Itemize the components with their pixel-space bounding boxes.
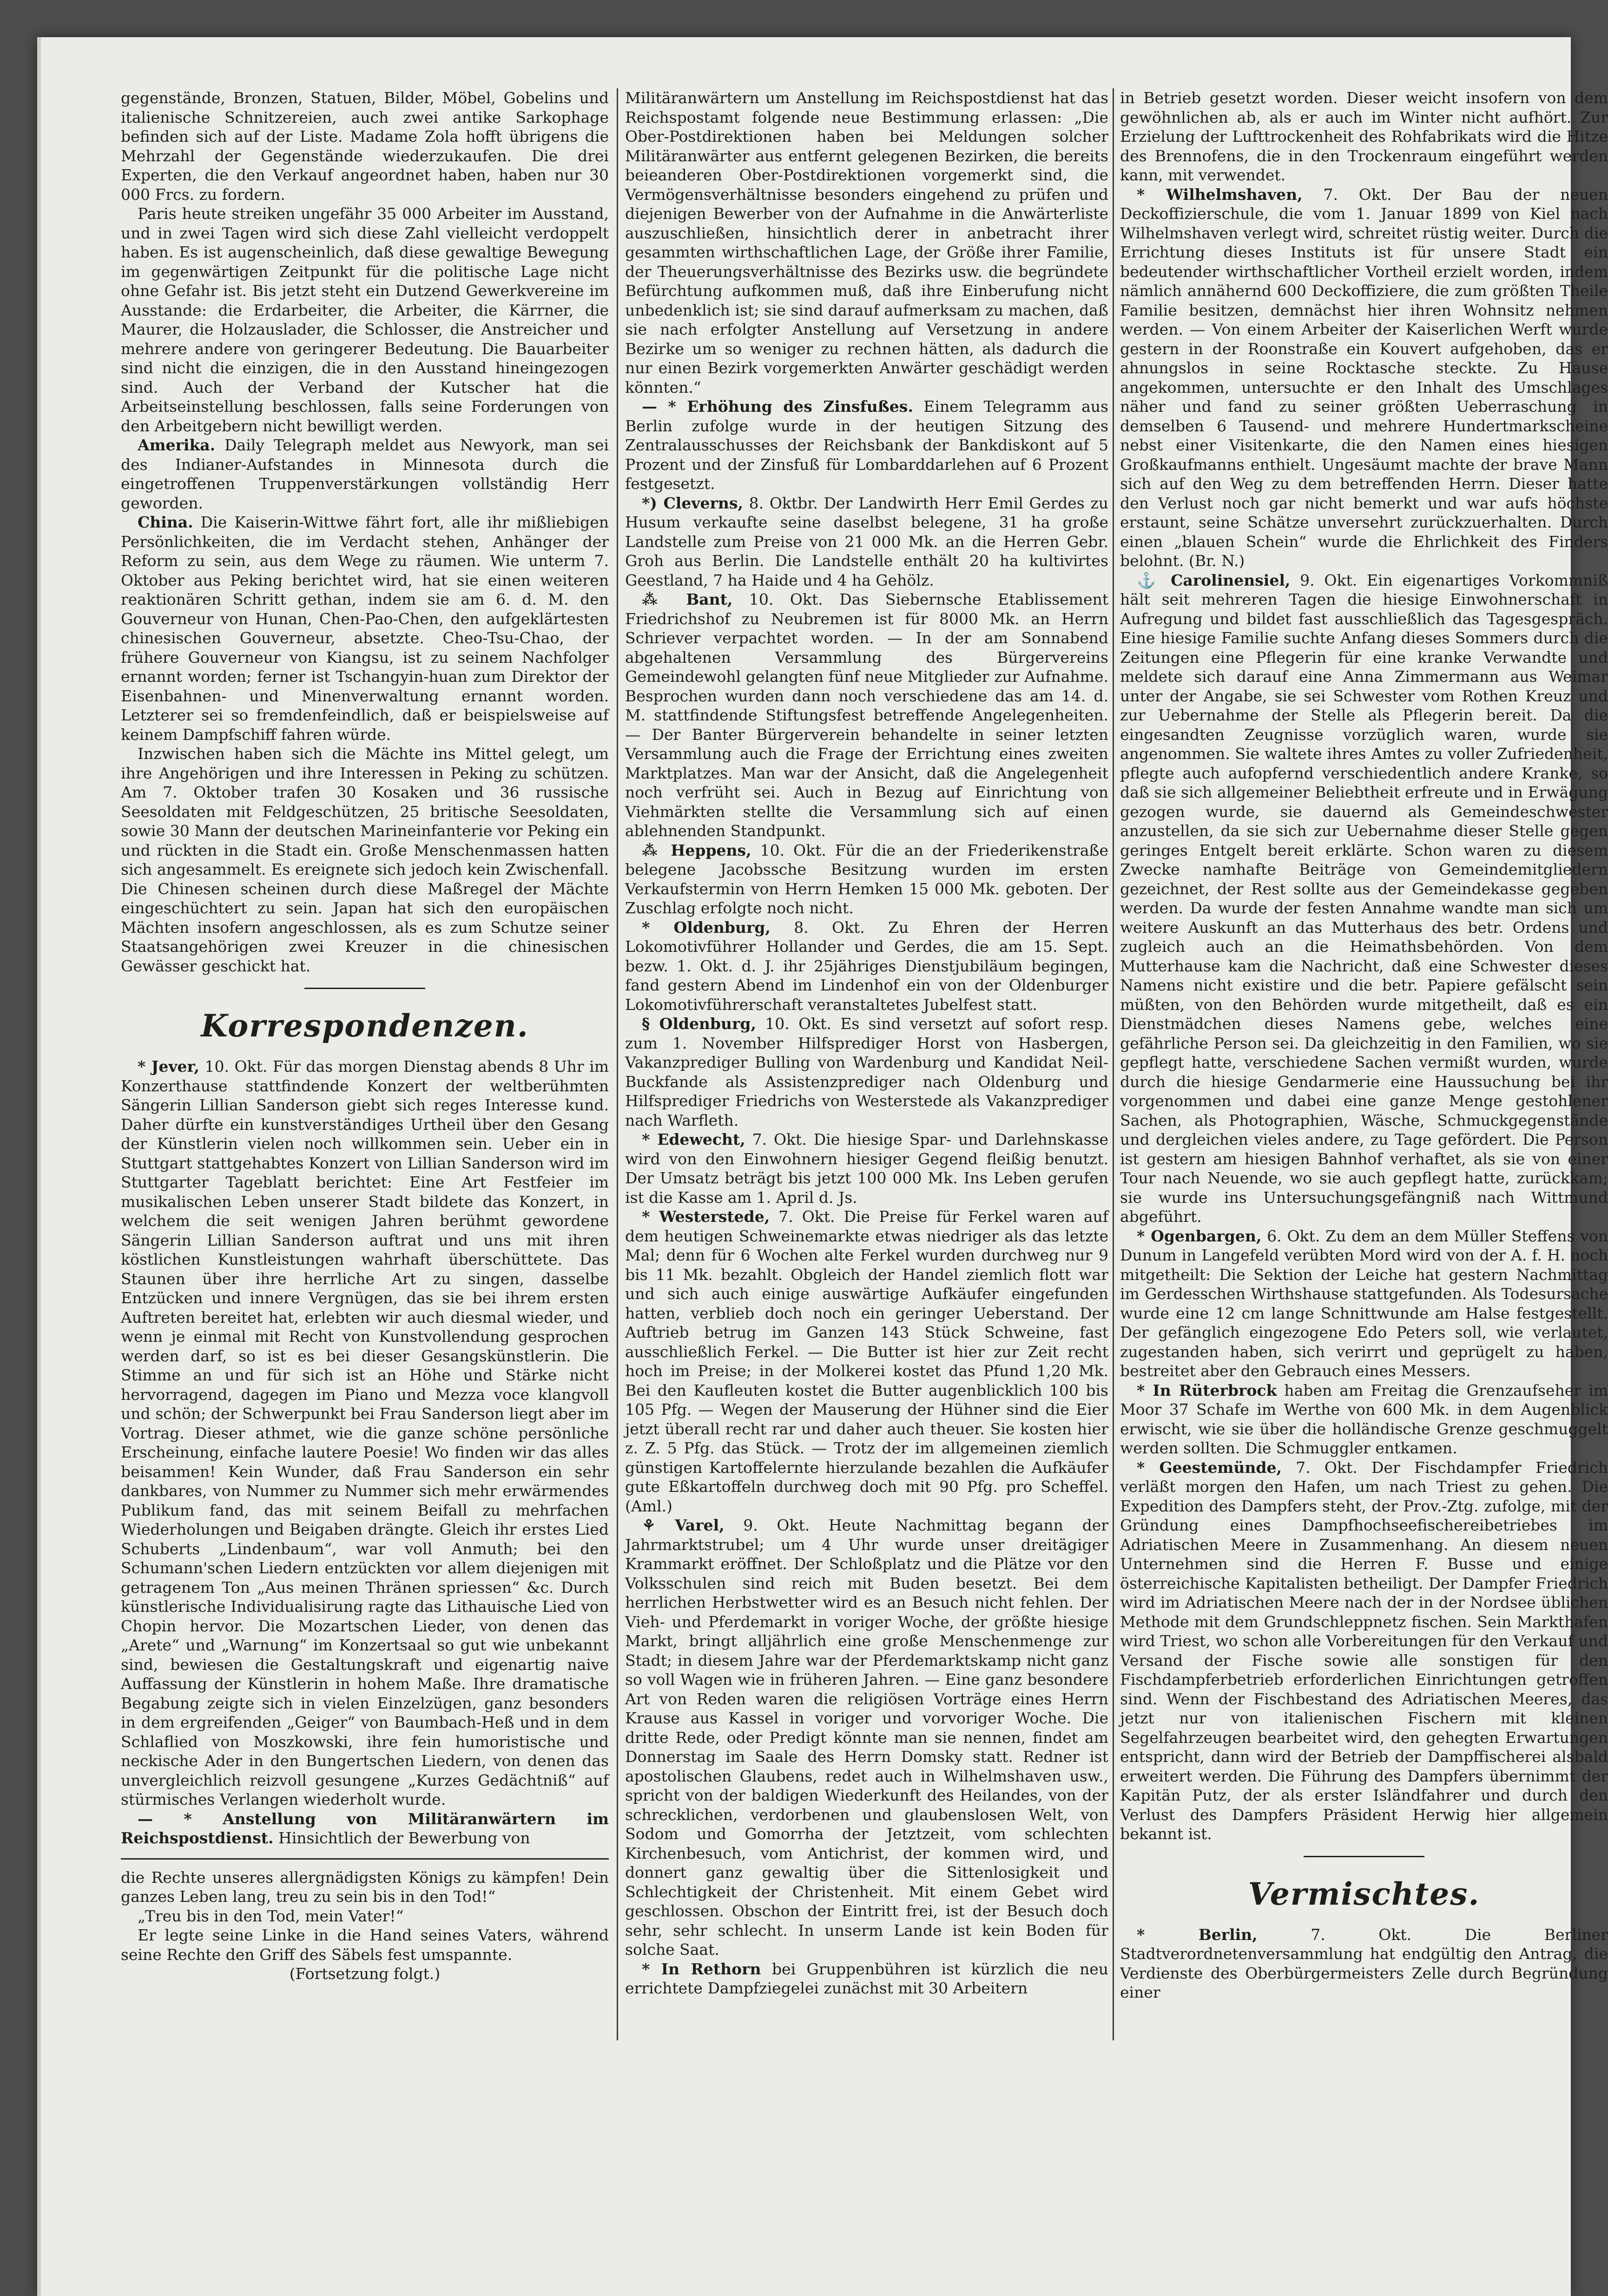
westerstede-text: 7. Okt. Die Preise für Ferkel waren auf dem heutigen Schweinemarkte etwas niedriger als das letzte Mal; denn für 6 Wochen alte Ferkel wurden durchweg nur 9 bis 11 Mk. bezahlt. Obgleich der Handel ziemlich flott war und sich auch einige auswärtige Aufkäufer eingefunden hatten, verblieb doch noch ein geringer Ueberstand. Der Auftrieb betrug im Ganzen 143 Stück Schweine, fast ausschließlich Ferkel. — Die Butter ist hier zur Zeit recht hoch im Preise; in der Molkerei kostet das Pfund 1,20 Mk. Bei den Kaufleuten kostet die Butter augenblicklich 100 bis 105 Pfg. — Wegen der Mauserung der Hühner sind die Eier jetzt überall recht rar und daher auch theuer. Sie kosten hier z. Z. 5 Pfg. das Stück. — Trotz der im allgemeinen ziemlich günstigen Kartoffelernte hierzulande bezahlen die Aufkäufer gute Eßkartoffeln durchweg doch mit 90 Pfg. pro Scheffel. (Aml.) — [625, 1207, 1108, 1515]
rueterbrock-article — [1120, 1381, 1608, 1458]
zinsfuss-article — [625, 397, 1108, 494]
reichspost-article-continued: Militäranwärtern um Anstellung im Reichspostdienst hat das Reichspostamt folgende neue Bestimmung erlassen: „Die Ober-Postdirektionen haben bei Meldungen solcher Militäranwärter aus entfernt gelegenen Bezirken, die bereits beieanderen Ober-Postdirektionen vorgemerkt sind, die Vermögensverhältnisse besonders eingehend zu prüfen und diejenigen Bewerber von der Aufnahme in die Anwärterliste auszuschließen, hinsichtlich derer in anbetracht ihrer gesammten wirthschaftlichen Lage, der Größe ihrer Familie, der Theuerungsverhältnisse des Bezirks usw. die begründete Befürchtung aufkommen muß, daß ihre Einberufung nicht unbedenklich ist; sie sind darauf aufmerksam zu machen, daß sie nach erfolgter Anstellung auf Versetzung in andere Bezirke um so weniger zu rechnen hätten, als dadurch die nur einen Bezirk vorgemerkten Anwärter geschädigt werden könnten.“ — [625, 89, 1108, 396]
novel-paragraph-1: die Rechte unseres allergnädigsten Königs zu kämpfen! Dein ganzes Leben lang, treu zu sein bis in den Tod!“ — [121, 1868, 609, 1906]
novel-paragraph-3: Er legte seine Linke in die Hand seines Vaters, während seine Rechte den Griff des Säbels fest umspannte. — [121, 1926, 609, 1964]
bant-heading: ⁂ Bant, — [642, 590, 733, 608]
jever-heading: * Jever, — [138, 1057, 200, 1075]
ogenbargen-text: 6. Okt. Zu dem an dem Müller Steffens von Dunum in Langefeld verübten Mord wird von der A. f. H. noch mitgetheilt: Die Sektion der Leiche hat gestern Nachmittag im Gerdesschen Wirthshause stattgefunden. Als Todesursache wurde eine 12 cm lange Schnittwunde am Halse festgestellt. Der gefänglich eingezogene Edo Peters soll, wie verlautet, zugestanden haben, sich verirrt und geprügelt zu haben, bestreitet aber den Gebrauch eines Messers. — [1120, 1227, 1608, 1380]
novel-continuation: (Fortsetzung folgt.) — [289, 1965, 441, 1983]
westerstede-article — [625, 1207, 1108, 1516]
rethorn-text: bei Gruppenbühren ist kürzlich die neu errichtete Dampfziegelei zunächst mit 30 Arbeitern — [625, 1960, 1108, 1997]
oldenburg-text-2: 10. Okt. Es sind versetzt auf sofort resp. zum 1. November Hilfsprediger Horst von Hasbergen, Vakanzprediger Bulling von Wardenburg und Kandidat Neil-Buckfande als Assistenzprediger nach Oldenburg und Hilfsprediger Friedrichs von Westerstede als Vakanzprediger nach Warfleth. — [625, 1015, 1109, 1129]
rethorn-heading: * In Rethorn — [642, 1960, 761, 1978]
rueterbrock-text: haben am Freitag die Grenzaufseher im Moor 37 Schafe im Werthe von 600 Mk. in dem Augenblick erwischt, wie sie über die holländische Grenze geschmuggelt werden sollten. Die Schmuggler entkamen. — [1120, 1381, 1608, 1457]
bant-article — [625, 590, 1108, 841]
zinsfuss-heading: — * Erhöhung des Zinsfußes. — [642, 397, 913, 416]
column-2 — [625, 88, 1108, 1998]
anstellung-text: Hinsichtlich der Bewerbung von — [278, 1829, 530, 1847]
carolinensiel-heading: ⚓ Carolinensiel, — [1137, 571, 1291, 589]
zola-article-end: gegenstände, Bronzen, Statuen, Bilder, Möbel, Gobelins und italienische Schnitzereien, auch zwei antike Sarkophage befinden sich auf der Liste. Madame Zola hofft übrigens die Mehrzahl der Gegenstände wiederzukaufen. Die drei Experten, die den Verkauf angeordnet haben, haben nur 30 000 Frcs. zu fordern. — [121, 89, 609, 204]
cleverns-article — [625, 494, 1108, 590]
newspaper-page — [37, 37, 1608, 2296]
feuilleton-divider — [121, 1858, 609, 1860]
heppens-heading: ⁂ Heppens, — [642, 841, 751, 859]
column-1 — [121, 88, 609, 1984]
rethorn-article-continued: in Betrieb gesetzt worden. Dieser weicht insofern von dem gewöhnlichen ab, als er auch im Winter nicht aufhört. Zur Erzielung der Lufttrockenheit des Rohfabrikats wird die Hitze des Brennofens, die in den Trockenraum eingeführt werden kann, mit verwendet. — [1120, 89, 1608, 184]
varel-article — [625, 1516, 1108, 1960]
cleverns-text: 8. Oktbr. Der Landwirth Herr Emil Gerdes zu Husum verkaufte seine daselbst belegene, 31 ha große Landstelle zum Preise von 21 000 Mk. an die Herren Gebr. Groh aus Berlin. Die Landstelle enthält 20 ha kultivirtes Geestland, 7 ha Haide und 4 ha Gehölz. — [625, 494, 1108, 589]
section-heading-vermischtes: Vermischtes. — [1248, 1875, 1480, 1912]
amerika-heading: Amerika. — [138, 436, 216, 454]
amerika-article — [121, 435, 609, 513]
wilhelmshaven-heading: * Wilhelmshaven, — [1137, 185, 1303, 204]
jever-article — [121, 1057, 609, 1809]
jever-text: 10. Okt. Für das morgen Dienstag abends 8 Uhr im Konzerthause stattfindende Konzert der weltberühmten Sängerin Lillian Sanderson giebt sich reges Interesse kund. Daher dürfte ein kunstverständiges Urtheil über den Gesang der Künstlerin vielen noch willkommen sein. Ueber ein in Stuttgart stattgehabtes Konzert von Lillian Sanderson wird im Stuttgarter Tageblatt berichtet: Eine Art Festfeier im musikalischen Leben unserer Stadt bildete das Konzert, in welchem die seit wenigen Jahren berühmt gewordene Sängerin Lillian Sanderson auftrat und uns mit ihren köstlichen Kunstleistungen wahrhaft überschüttete. Das Staunen über ihre herrliche Art zu singen, dasselbe Entzücken und innere Vergnügen, das sie bei ihrem ersten Auftreten bereitet hat, erlebten wir auch diesmal wieder, und wenn je einmal mit Recht von Kunstvollendung gesprochen werden darf, so ist es bei dieser Gesangskünstlerin. Die Stimme an und für sich ist an Höhe und Stärke nicht hervorragend, dagegen im Piano und Mezza voce klangvoll und schön; der Schwerpunkt bei Frau Sanderson liegt aber im Vortrag. Dieser athmet, wie die ganze schöne persönliche Erscheinung, einfache lautere Poesie! Wo finden wir das alles beisammen! Kein Wunder, daß Frau Sanderson ein sehr dankbares, von Nummer zu Nummer sich mehr erwärmendes Publikum fand, das mit seinem Beifall zu mehrfachen Wiederholungen und Beigaben drängte. Gleich ihr erstes Lied Schuberts „Lindenbaum“, war voll Anmuth; bei den Schumann'schen Liedern entzückten vor allem diejenigen mit getragenem Ton „Aus meinen Thränen spriessen“ &c. Durch künstlerische Individualisirung ragte das Lithauische Lied von Chopin hervor. Die Mozartschen Lieder, von denen das „Arete“ und „Warnung“ im Konzertsaal so gut wie unbekannt sind, bewiesen die Gestaltungskraft und eigenartig naive Auffassung der Künstlerin in hohem Maße. Ihre dramatische Begabung zeigte sich in vielen Einzelzügen, ganz besonders in dem ergreifenden „Geiger“ von Baumbach-Heß und in dem Schlaflied von Moszkowski, ihre fein humoristische und neckische Ader in den Bungertschen Liedern, von denen das unvergleichlich reizvoll gesungene „Kurzes Gedächtniß“ auf stürmisches Verlangen wiederholt wurde. — [121, 1057, 609, 1808]
oldenburg-heading-2: § Oldenburg, — [642, 1015, 756, 1033]
oldenburg-article-2 — [625, 1014, 1108, 1130]
berlin-text: 7. Okt. Die Berliner Stadtverordnetenversammlung hat endgültig den Antrag, die Verdienste des Oberbürgermeisters Zelle durch Begründung einer — [1120, 1925, 1608, 2001]
zinsfuss-text: Einem Telegramm aus Berlin zufolge wurde in der heutigen Sitzung des Zentralausschusses der Reichsbank der Bankdiskont auf 5 Prozent und der Zinsfuß für Lombarddarlehen auf 6 Prozent festgesetzt. — [625, 397, 1108, 493]
china-article — [121, 513, 609, 744]
berlin-article — [1120, 1925, 1608, 2002]
oldenburg-heading-1: * Oldenburg, — [642, 918, 771, 937]
section-divider-2 — [1304, 1856, 1424, 1857]
varel-text: 9. Okt. Heute Nachmittag begann der Jahrmarktstrubel; um 4 Uhr wurde unser dreitägiger Krammarkt eröffnet. Der Schloßplatz und die Plätze vor den Volksschulen sind reich mit Buden besetzt. Bei dem herrlichen Herbstwetter wird es an Besuch nicht fehlen. Der Vieh- und Pferdemarkt in voriger Woche, der größte hiesige Markt, bringt alljährlich eine große Menschenmenge zur Stadt; in diesem Jahre war der Pferdemarktskamp nicht ganz so voll Wagen wie in früheren Jahren. — Eine ganz besondere Art von Reden waren die religiösen Vorträge eines Herrn Krause aus Kassel in voriger und vorvoriger Woche. Die dritte Rede, oder Predigt könnte man sie nennen, findet am Donnerstag im Saale des Herrn Domsky statt. Redner ist apostolischen Glaubens, redet auch in Wilhelmshaven usw., spricht von der baldigen Wiederkunft des Heilandes, von der schrecklichen, verdorbenen und glaubenslosen Welt, von Sodom und Gomorrha der Jetztzeit, vom schlechten Kirchenbesuch, vom Antichrist, der kommen wird, und donnert ganz gewaltig über die Sittenlosigkeit und Schlechtigkeit der Christenheit. Mit einem Gebet wird geschlossen. Obschon der Eintritt frei, ist der Besuch doch sehr, sehr schlecht. In unserm Lande ist kein Boden für solche Saat. — [625, 1516, 1108, 1959]
heppens-article — [625, 841, 1108, 918]
geestemuende-heading: * Geestemünde, — [1137, 1458, 1282, 1477]
carolinensiel-text: 9. Okt. Ein eigenartiges Vorkommniß hält seit mehreren Tagen die hiesige Einwohnerschaft in Aufregung und bildet fast ausschließlich das Tagesgespräch. Eine hiesige Familie suchte Anfang dieses Sommers durch die Zeitungen eine Pflegerin für eine kranke Verwandte und meldete sich darauf eine Anna Zimmermann aus Weimar unter der Angabe, sie sei Schwester vom Rothen Kreuz und zur Uebernahme der Stelle als Pflegerin bereit. Da die eingesandten Zeugnisse vorzüglich waren, wurde sie angenommen. Sie waltete ihres Amtes zu voller Zufriedenheit, pflegte auch aufopfernd verschiedentlich andere Kranke, so daß sie sich allgemeiner Beliebtheit erfreute und in Erwägung gezogen wurde, sie dauernd als Gemeindeschwester anzustellen, da sie sich zur Uebernahme dieser Stelle gegen geringes Entgelt bereit erklärte. Schon waren zu diesem Zwecke namhafte Beiträge von Gemeindemitgliedern gezeichnet, der Rest sollte aus der Gemeindekasse gegeben werden. Da wurde der festen Annahme wandte man sich um weitere Auskunft an das Mutterhaus des betr. Ordens und zugleich auch an die Heimathsbehörden. Von dem Mutterhause kam die Nachricht, daß eine Schwester dieses Namens nicht existire und die betr. Papiere gefälscht sein müßten, von den Behörden wurde mitgetheilt, daß es ein Dienstmädchen dieses Namens gebe, welches eine gefährliche Person sei. Da gleichzeitig in den Familien, wo sie gepflegt hatte, verschiedene Sachen vermißt wurden, wurde durch die hiesige Gendarmerie eine Haussuchung bei ihr vorgenommen und dabei eine ganze Menge gestohlener Sachen, als Photographien, Wäsche, Schmuckgegenstände und dergleichen vieles andere, zu Tage gefördert. Die Person ist gestern am hiesigen Bahnhof verhaftet, als sie von einer Tour nach Neuende, wo sie auch gepflegt hatte, zurückkam; sie wurde ins Untersuchungsgefängniß nach Wittmund abgeführt. — [1120, 571, 1608, 1226]
varel-heading: ⚘ Varel, — [642, 1516, 725, 1534]
cleverns-heading: *) Cleverns, — [642, 494, 743, 512]
novel-paragraph-2: „Treu bis in den Tod, mein Vater!“ — [138, 1907, 404, 1925]
column-rule-1 — [617, 88, 618, 2040]
column-3 — [1120, 88, 1608, 2002]
geestemuende-article — [1120, 1458, 1608, 1844]
rethorn-article — [625, 1960, 1108, 1998]
column-rule-2 — [1113, 88, 1114, 2040]
paris-strike-article: Paris heute streiken ungefähr 35 000 Arbeiter im Ausstand, und in zwei Tagen wird sich diese Zahl vielleicht verdoppelt haben. Es ist augenscheinlich, daß diese gewaltige Bewegung im gegenwärtigen Zeitpunkt für die politische Lage nicht ohne Gefahr ist. Bis jetzt steht ein Dutzend Gewerkvereine im Ausstande: die Erdarbeiter, die Arbeiter, die Kärrner, die Maurer, die Holzauslader, die Schlosser, die Anstreicher und mehrere andere von geringerer Bedeutung. Die Bauarbeiter sind nicht die einzigen, die in den Ausstand hineingezogen sind. Auch der Verband der Kutscher hat die Arbeitseinstellung beschlossen, falls seine Forderungen von den Arbeitgebern nicht bewilligt werden. — [121, 205, 609, 435]
anstellung-article — [121, 1809, 609, 1848]
wilhelmshaven-text: 7. Okt. Der Bau der neuen Deckoffizierschule, die vom 1. Januar 1899 von Kiel nach Wilhelmshaven verlegt wird, schreitet rüstig weiter. Durch die Errichtung dieses Instituts ist für unsere Stadt ein bedeutender wirthschaftlicher Vortheil erzielt worden, indem nämlich annähernd 600 Deckoffiziere, die zum größten Theile Familie besitzen, demnächst hier ihren Wohnsitz nehmen werden. — Von einem Arbeiter der Kaiserlichen Werft wurde gestern in der Roonstraße ein Kouvert aufgehoben, das er ahnungslos in seine Rocktasche steckte. Zu Hause angekommen, untersuchte er den Inhalt des Umschlages näher und fand zu seiner größten Ueberraschung in demselben 6 Tausend- und mehrere Hundertmarkscheine nebst einer Visitenkarte, die den Namen eines hiesigen Großkaufmanns enthielt. Ungesäumt machte der brave Mann sich auf den Weg zu dem betreffenden Herrn. Dieser hatte den Verlust noch gar nicht bemerkt und war aufs höchste erstaunt, seine Schätze unversehrt zurückzuerhalten. Durch einen „blauen Schein“ wurde die Ehrlichkeit des Finders belohnt. (Br. N.) — [1120, 185, 1608, 570]
wilhelmshaven-article — [1120, 185, 1608, 571]
berlin-heading: * Berlin, — [1137, 1925, 1258, 1944]
anstellung-heading: — * Anstellung von Militäranwärtern im Reichspostdienst. — [121, 1809, 609, 1847]
westerstede-heading: * Westerstede, — [642, 1207, 770, 1226]
china-article-continued: Inzwischen haben sich die Mächte ins Mittel gelegt, um ihre Angehörigen und ihre Interessen in Peking zu schützen. Am 7. Oktober trafen 30 Kosaken und 36 russische Seesoldaten mit Feldgeschützen, 25 britische Seesoldaten, sowie 30 Mann der deutschen Marineinfanterie vor Peking ein und rückten in die Stadt ein. Große Menschenmassen hatten sich angesammelt. Es ereignete sich jedoch kein Zwischenfall. Die Chinesen scheinen durch diese Maßregel der Mächte eingeschüchtert zu sein. Japan hat sich den europäischen Mächten insofern angeschlossen, als es zum Schutze seiner Staatsangehörigen zwei Kreuzer in die chinesischen Gewässer geschickt hat. — [121, 745, 609, 975]
edewecht-article — [625, 1130, 1108, 1207]
bant-text: 10. Okt. Das Siebernsche Etablissement Friedrichshof zu Neubremen ist für 8000 Mk. an Herrn Schriever verpachtet worden. — In der am Sonnabend abgehaltenen Versammlung des Bürgervereins Gemeindewohl gelangten fünf neue Mitglieder zur Aufnahme. Besprochen wurden dann noch verschiedene das am 14. d. M. stattfindende Stiftungsfest betreffende Angelegenheiten. — Der Banter Bürgerverein behandelte in seiner letzten Versammlung auch die Frage der Errichtung eines zweiten Marktplatzes. Man war der Ansicht, daß die Angelegenheit noch verfrüht sei. Auch in Bezug auf Einrichtung von Viehmärkten stellte die Versammlung sich auf einen ablehnenden Standpunkt. — [625, 590, 1108, 840]
section-divider — [304, 988, 425, 989]
ogenbargen-article — [1120, 1227, 1608, 1381]
oldenburg-text-1: 8. Okt. Zu Ehren der Herren Lokomotivführer Hollander und Gerdes, die am 15. Sept. bezw. 1. Okt. d. J. ihr 25jähriges Dienstjubiläum begingen, fand gestern Abend im Lindenhof ein von der Oldenburger Lokomotivführerschaft veranstaltetes Jubelfest statt. — [625, 918, 1109, 1014]
ogenbargen-heading: * Ogenbargen, — [1137, 1227, 1262, 1245]
heppens-text: 10. Okt. Für die an der Friederikenstraße belegene Jacobssche Besitzung wurden im ersten Verkaufstermin von Herrn Hemken 15 000 Mk. geboten. Der Zuschlag erfolgte noch nicht. — [625, 841, 1108, 917]
edewecht-heading: * Edewecht, — [642, 1130, 745, 1148]
oldenburg-article-1 — [625, 918, 1108, 1015]
rueterbrock-heading: * In Rüterbrock — [1137, 1381, 1277, 1399]
carolinensiel-article — [1120, 571, 1608, 1227]
china-text: Die Kaiserin-Wittwe fährt fort, alle ihr mißliebigen Persönlichkeiten, die im Verdacht stehen, Anhänger der Reform zu sein, aus dem Wege zu räumen. Wie unterm 7. Oktober aus Peking berichtet wird, hat sie einen weiteren reaktionären Schritt gethan, indem sie am 6. d. M. den Gouverneur von Hunan, Chen-Pao-Chen, den aufgeklärtesten chinesischen Gouverneur, absetzte. Cheo-Tsu-Chao, der frühere Gouverneur von Kiangsu, ist zu seinem Nachfolger ernannt worden; ferner ist Tschangyin-huan zum Direktor der Eisenbahnen- und Minenverwaltung ernannt worden. Letzterer sei so fremdenfeindlich, daß er beispielsweise auf keinem Dampfschiff fahren würde. — [121, 513, 609, 744]
page-gutter — [37, 37, 41, 2296]
geestemuende-text: 7. Okt. Der Fischdampfer Friedrich verläßt morgen den Hafen, um nach Triest zu gehen. Die Expedition des Dampfers steht, der Prov.-Ztg. zufolge, mit der Gründung eines Dampfhochseefischereibetriebes im Adriatischen Meere in Zusammenhang. An diesem neuen Unternehmen sind die Herren F. Busse und einige österreichische Kapitalisten betheiligt. Der Dampfer Friedrich wird im Adriatischen Meere nach der in der Nordsee üblichen Methode mit dem Grundschleppnetz fischen. Sein Markthafen wird Triest, wo schon alle Vorbereitungen für den Verkauf und Versand der Fische sowie alle sonstigen für den Fischdampferbetrieb erforderlichen Einrichtungen getroffen sind. Wenn der Fischbestand des Adriatischen Meeres, das jetzt nur von italienischen Fischern mit kleinen Segelfahrzeugen bearbeitet wird, den gehegten Erwartungen entspricht, dann wird der Betrieb der Dampffischerei alsbald erweitert werden. Die Führung des Dampfers übernimmt der Kapitän Putz, der als erster Isländfahrer und durch den Verlust des Dampfers Präsident Herwig hier allgemein bekannt ist. — [1120, 1458, 1608, 1843]
china-heading: China. — [138, 513, 193, 531]
edewecht-text: 7. Okt. Die hiesige Spar- und Darlehnskasse wird von den Einwohnern hiesiger Gegend fleißig benutzt. Der Umsatz beträgt bis jetzt 100 000 Mk. Ins Leben gerufen ist die Kasse am 1. April d. Js. — [625, 1130, 1108, 1207]
section-heading-korrespondenzen: Korrespondenzen. — [201, 1008, 529, 1044]
amerika-text: Daily Telegraph meldet aus Newyork, man sei des Indianer-Aufstandes in Minnesota durch die eingetroffenen Truppenverstärkungen vollständig Herr geworden. — [121, 436, 609, 512]
